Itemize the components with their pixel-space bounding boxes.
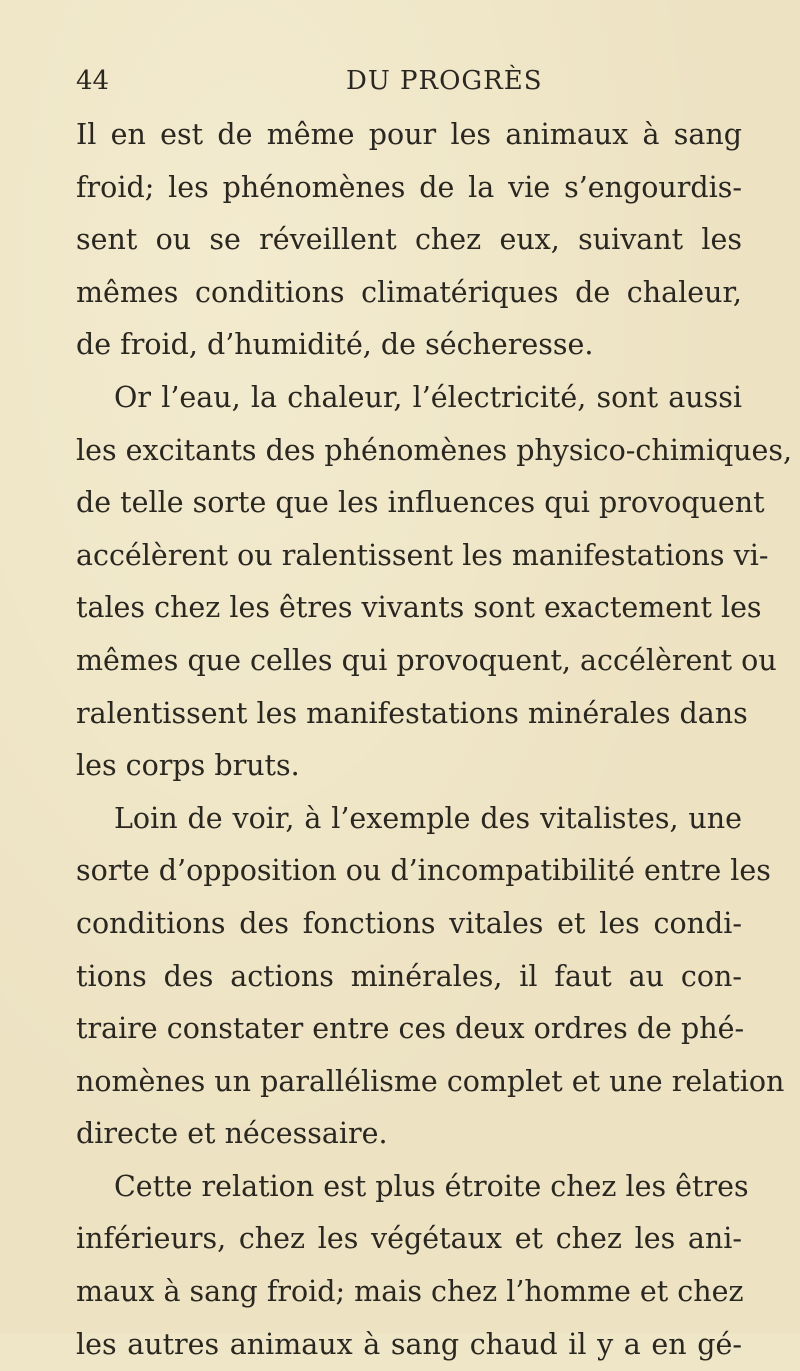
text-line: Or l’eau, la chaleur, l’électricité, sont aussi <box>114 380 742 414</box>
body-text <box>76 109 793 1371</box>
text-line: Loin de voir, à l’exemple des vitalistes, une <box>114 801 742 835</box>
text-line: froid; les phénomènes de la vie s’engourdis- <box>76 170 742 204</box>
text-line: sent ou se réveillent chez eux, suivant les <box>76 223 742 257</box>
text-line: maux à sang froid; mais chez l’homme et chez <box>76 1275 744 1309</box>
text-line: tales chez les êtres vivants sont exactement les <box>76 591 762 625</box>
text-line: directe et nécessaire. <box>76 1117 388 1151</box>
text-line: ralentissent les manifestations minérales dans <box>76 696 748 730</box>
text-line: inférieurs, chez les végétaux et chez les ani- <box>76 1222 742 1256</box>
text-line: de froid, d’humidité, de sécheresse. <box>76 328 594 362</box>
text-line: les excitants des phénomènes physico-chimiques, <box>76 433 793 467</box>
text-line: de telle sorte que les influences qui provoquent <box>76 486 765 520</box>
text-line: mêmes conditions climatériques de chaleur, <box>76 275 742 309</box>
running-title: DU PROGRÈS <box>346 66 543 96</box>
text-line: mêmes que celles qui provoquent, accélèrent ou <box>76 643 777 677</box>
text-line: nomènes un parallélisme complet et une relation <box>76 1064 785 1098</box>
page-header <box>76 66 756 106</box>
page-number: 44 <box>76 66 110 96</box>
text-line: accélèrent ou ralentissent les manifestations vi- <box>76 538 769 572</box>
text-line: Il en est de même pour les animaux à sang <box>76 118 742 151</box>
text-line: traire constater entre ces deux ordres de phé- <box>76 1012 745 1046</box>
text-line: conditions des fonctions vitales et les condi- <box>76 906 742 940</box>
text-line: tions des actions minérales, il faut au con- <box>76 959 742 993</box>
text-line: sorte d’opposition ou d’incompatibilité entre les <box>76 854 771 888</box>
text-line: Cette relation est plus étroite chez les êtres <box>114 1169 749 1203</box>
text-line: les autres animaux à sang chaud il y a en gé- <box>76 1327 742 1361</box>
text-line: les corps bruts. <box>76 749 300 783</box>
